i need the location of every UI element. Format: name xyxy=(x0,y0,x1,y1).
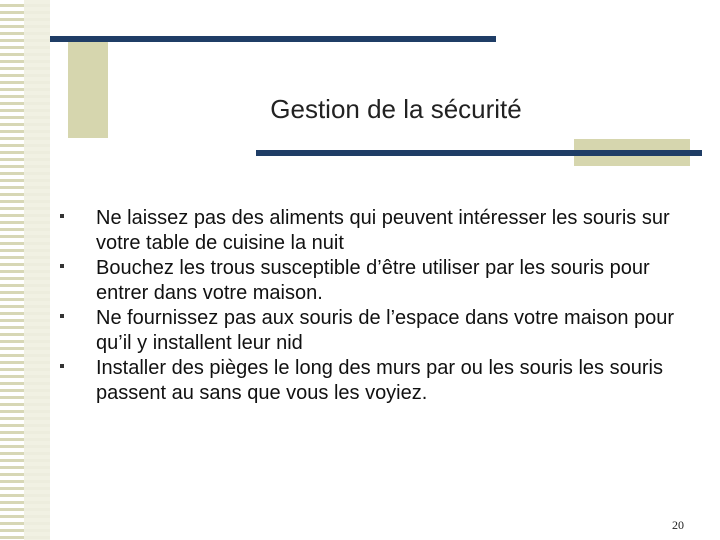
bullet-item xyxy=(60,206,680,256)
bullet-list xyxy=(60,206,680,406)
page-number: 20 xyxy=(672,518,684,532)
bullet-text: Bouchez les trous susceptible d’être utiliser par les souris pour entrer dans votre maison. xyxy=(96,257,650,304)
bullet-text: Installer des pièges le long des murs par ou les souris les souris passent au sans que vous les voyiez. xyxy=(96,357,663,404)
bullet-text: Ne fournissez pas aux souris de l’espace dans votre maison pour qu’il y installent leur nid xyxy=(96,307,675,354)
bullet-item xyxy=(60,256,680,306)
decorative-rule-bottom xyxy=(256,150,702,156)
bullet-marker-icon xyxy=(60,314,64,318)
bullet-marker-icon xyxy=(60,214,64,218)
bullet-marker-icon xyxy=(60,364,64,368)
bullet-item xyxy=(60,356,680,406)
decorative-rule-top xyxy=(50,36,496,42)
decorative-striped-sidebar xyxy=(0,0,50,540)
bullet-marker-icon xyxy=(60,264,64,268)
bullet-item xyxy=(60,306,680,356)
slide-title: Gestion de la sécurité xyxy=(270,94,522,124)
bullet-text: Ne laissez pas des aliments qui peuvent intéresser les souris sur votre table de cuisine la nuit xyxy=(96,207,670,254)
